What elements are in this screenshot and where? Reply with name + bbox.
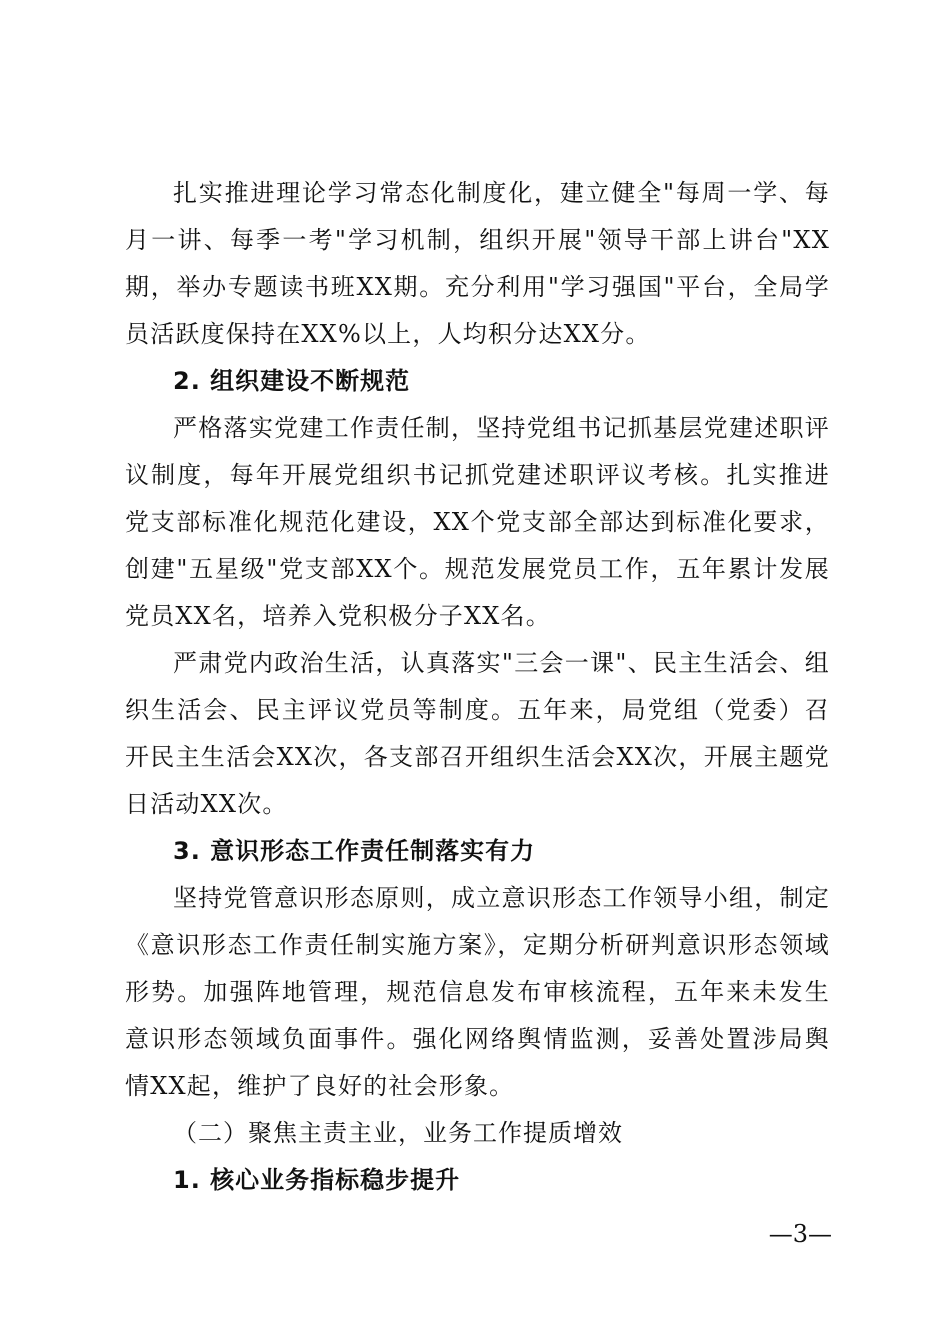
document-body — [125, 170, 830, 1204]
page-number: —3— — [768, 1220, 832, 1248]
subsection-title-main-business: （二）聚焦主责主业，业务工作提质增效 — [173, 1119, 623, 1147]
paragraph-political-life: 严肃党内政治生活，认真落实"三会一课"、民主生活会、组织生活会、民主评议党员等制度。五年来，局党组（党委）召开民主生活会XX次，各支部召开组织生活会XX次，开展主题党日活动XX次。 — [125, 649, 830, 818]
paragraph-ideology-work: 坚持党管意识形态原则，成立意识形态工作领导小组，制定《意识形态工作责任制实施方案》，定期分析研判意识形态领域形势。加强阵地管理，规范信息发布审核流程，五年来未发生意识形态领域负面事件。强化网络舆情监测，妥善处置涉局舆情XX起，维护了良好的社会形象。 — [125, 884, 830, 1100]
heading-organization-building: 2. 组织建设不断规范 — [173, 367, 411, 395]
paragraph-theory-study: 扎实推进理论学习常态化制度化，建立健全"每周一学、每月一讲、每季一考"学习机制，组织开展"领导干部上讲台"XX期，举办专题读书班XX期。充分利用"学习强国"平台，全局学员活跃度保持在XX%以上，人均积分达XX分。 — [125, 179, 830, 348]
paragraph-party-responsibility: 严格落实党建工作责任制，坚持党组书记抓基层党建述职评议制度，每年开展党组织书记抓党建述职评议考核。扎实推进党支部标准化规范化建设，XX个党支部全部达到标准化要求，创建"五星级"党支部XX个。规范发展党员工作，五年累计发展党员XX名，培养入党积极分子XX名。 — [125, 414, 830, 630]
heading-ideology-responsibility: 3. 意识形态工作责任制落实有力 — [173, 837, 536, 865]
heading-core-indicators: 1. 核心业务指标稳步提升 — [173, 1166, 461, 1194]
